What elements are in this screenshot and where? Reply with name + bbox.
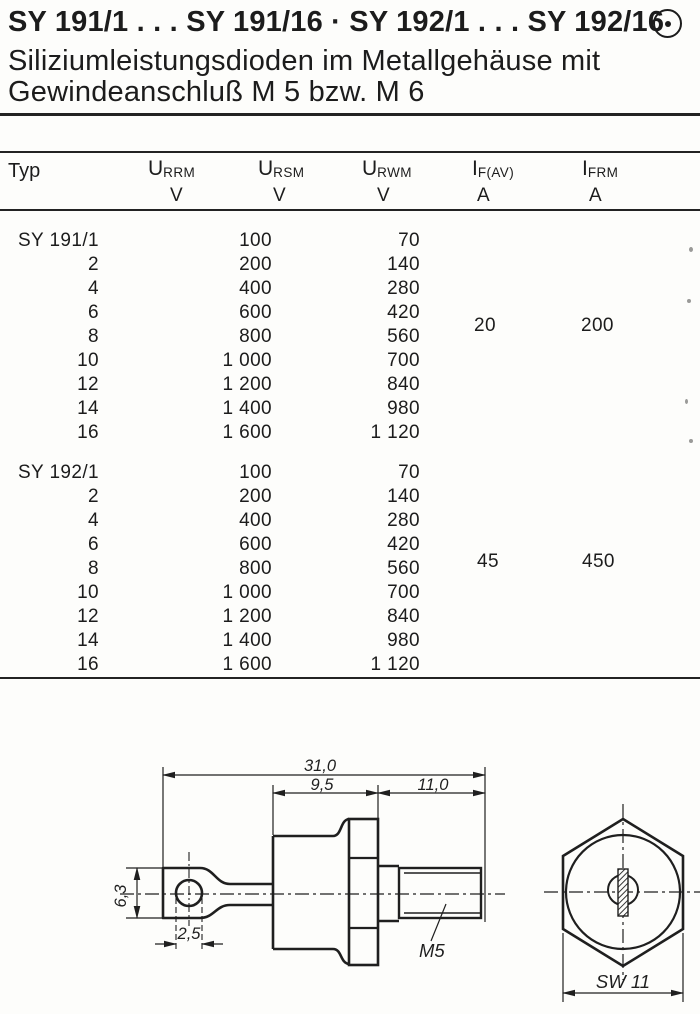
cell-urrm: 1 400 — [222, 398, 272, 419]
cell-urrm: 100 — [239, 230, 272, 251]
cell-urrm: 600 — [239, 534, 272, 555]
cell-urwm: 1 120 — [370, 422, 420, 443]
body-top-edge — [273, 819, 349, 836]
cell-typ: 10 — [77, 582, 99, 603]
cell-urrm: 1 200 — [222, 606, 272, 627]
cell-urrm: 800 — [239, 326, 272, 347]
value-ifrm-sy191: 200 — [581, 315, 614, 336]
cell-typ: 12 — [77, 606, 99, 627]
hex-facet-lines — [349, 858, 378, 928]
cell-typ: 16 — [77, 654, 99, 675]
wrench-size-label: SW 11 — [595, 971, 651, 992]
cell-urrm: 400 — [239, 278, 272, 299]
hex-flange — [349, 819, 378, 965]
body-bottom-edge — [273, 949, 349, 964]
column-header-typ: Typ — [8, 160, 41, 182]
cell-urwm: 420 — [387, 302, 420, 323]
cell-typ: 8 — [88, 326, 99, 347]
thread-leader-line — [431, 904, 446, 941]
dim-stud-length-text: 11,0 — [417, 776, 449, 794]
value-ifav-sy191: 20 — [474, 315, 496, 336]
cell-typ: SY 191/1 — [17, 230, 99, 251]
subscript-rsm: RSM — [273, 165, 305, 180]
symbol-u: U — [362, 157, 378, 180]
cell-urwm: 840 — [387, 606, 420, 627]
cell-urwm: 140 — [387, 486, 420, 507]
subtitle-line-1: Siliziumleistungsdioden im Metallgehäuse mit — [8, 45, 601, 77]
subscript-rwm: RWM — [377, 165, 412, 180]
cell-urwm: 700 — [387, 350, 420, 371]
cell-urrm: 1 600 — [222, 422, 272, 443]
page-title: SY 191/1 . . . SY 191/16 · SY 192/1 . . . SY 192/16 — [8, 6, 665, 38]
cell-typ: 2 — [88, 486, 99, 507]
cell-urrm: 1 200 — [222, 374, 272, 395]
cell-urwm: 70 — [398, 462, 420, 483]
cell-typ: 4 — [88, 278, 99, 299]
cell-urrm: 1 000 — [222, 350, 272, 371]
cell-typ: 8 — [88, 558, 99, 579]
cell-urwm: 700 — [387, 582, 420, 603]
cell-urwm: 840 — [387, 374, 420, 395]
dim-hole-diameter-text: 2,5 — [177, 925, 201, 943]
symbol-u: U — [258, 157, 274, 180]
cell-urrm: 1 400 — [222, 630, 272, 651]
cell-urrm: 600 — [239, 302, 272, 323]
thread-root-lines — [404, 873, 481, 913]
cell-urrm: 800 — [239, 558, 272, 579]
cell-urwm: 280 — [387, 510, 420, 531]
value-ifrm-sy192: 450 — [582, 551, 615, 572]
subtitle-line-2: Gewindeanschluß M 5 bzw. M 6 — [8, 76, 425, 108]
cell-urwm: 980 — [387, 630, 420, 651]
cell-urrm: 1 000 — [222, 582, 272, 603]
unit-volt: V — [170, 185, 183, 206]
dim-tab-height-text: 6,3 — [112, 884, 130, 908]
cell-urwm: 980 — [387, 398, 420, 419]
cell-urrm: 1 600 — [222, 654, 272, 675]
unit-ampere: A — [589, 185, 602, 206]
subscript-frm: FRM — [587, 165, 619, 180]
threaded-stud — [399, 868, 481, 918]
unit-volt: V — [377, 185, 390, 206]
cell-typ: 12 — [77, 374, 99, 395]
cell-typ: 14 — [77, 630, 99, 651]
symbol-u: U — [148, 157, 164, 180]
cell-urrm: 400 — [239, 510, 272, 531]
cell-typ: 6 — [88, 534, 99, 555]
unit-volt: V — [273, 185, 286, 206]
solder-tab-outline — [163, 868, 273, 918]
subscript-fav: F(AV) — [477, 165, 515, 180]
dim-body-length-text: 9,5 — [310, 776, 334, 794]
cell-typ: 2 — [88, 254, 99, 275]
symbol-i: I — [472, 157, 478, 180]
cell-urwm: 1 120 — [370, 654, 420, 675]
cell-urwm: 420 — [387, 534, 420, 555]
dim-total-length-text: 31,0 — [303, 757, 337, 775]
cell-typ: 6 — [88, 302, 99, 323]
cell-urwm: 70 — [398, 230, 420, 251]
cell-urrm: 200 — [239, 254, 272, 275]
tab-slot-hatched — [618, 869, 628, 916]
value-ifav-sy192: 45 — [477, 551, 499, 572]
subscript-rrm: RRM — [163, 165, 196, 180]
cell-typ: 10 — [77, 350, 99, 371]
cell-urrm: 100 — [239, 462, 272, 483]
cell-urwm: 280 — [387, 278, 420, 299]
unit-ampere: A — [477, 185, 490, 206]
cell-typ: 4 — [88, 510, 99, 531]
cell-typ: 16 — [77, 422, 99, 443]
cell-urrm: 200 — [239, 486, 272, 507]
tab-height-extension-lines — [126, 868, 163, 918]
cell-urwm: 560 — [387, 558, 420, 579]
cell-typ: 14 — [77, 398, 99, 419]
cell-urwm: 560 — [387, 326, 420, 347]
cell-typ: SY 192/1 — [17, 462, 99, 483]
symbol-i: I — [582, 157, 588, 180]
thread-size-label: M5 — [419, 940, 445, 961]
cell-urwm: 140 — [387, 254, 420, 275]
